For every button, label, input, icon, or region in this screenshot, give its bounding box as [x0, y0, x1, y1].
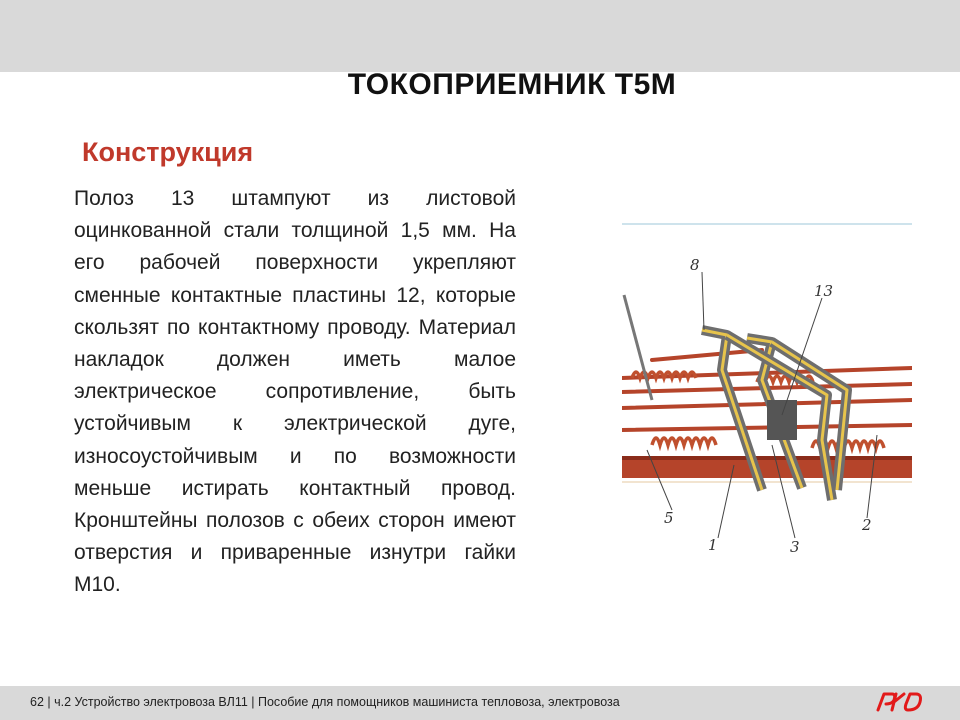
callout-8: 8	[690, 256, 700, 274]
footer-text: 62 | ч.2 Устройство электровоза ВЛ11 | Пособие для помощников машиниста тепловоза, электровоза	[30, 695, 620, 709]
callout-5: 5	[664, 509, 674, 527]
footer-band	[0, 686, 960, 720]
callout-13: 13	[814, 282, 834, 300]
top-band	[0, 0, 960, 72]
slide-title: ТОКОПРИЕМНИК Т5М	[347, 68, 677, 101]
section-heading: Конструкция	[82, 137, 254, 167]
rzd-logo-icon	[874, 690, 926, 714]
bracket	[767, 400, 797, 440]
left-rod	[624, 295, 652, 400]
callout-2: 2	[862, 516, 872, 534]
callout-1: 1	[708, 536, 718, 554]
pantograph-illustration	[622, 220, 912, 570]
callout-3: 3	[790, 538, 800, 556]
body-paragraph: Полоз 13 штампуют из листовой оцинкованной стали толщиной 1,5 мм. На его рабочей поверхности укрепляют сменные контактные пластины 12, которые скользят по контактному проводу. Материал накладок должен иметь малое электрическое сопротивление, быть устойчивым к электрической дуге, износоустойчивым и по возможности меньше истирать контактный провод. Кронштейны полозов с обеих сторон имеют отверстия и приваренные изнутри гайки М10.	[74, 187, 516, 597]
